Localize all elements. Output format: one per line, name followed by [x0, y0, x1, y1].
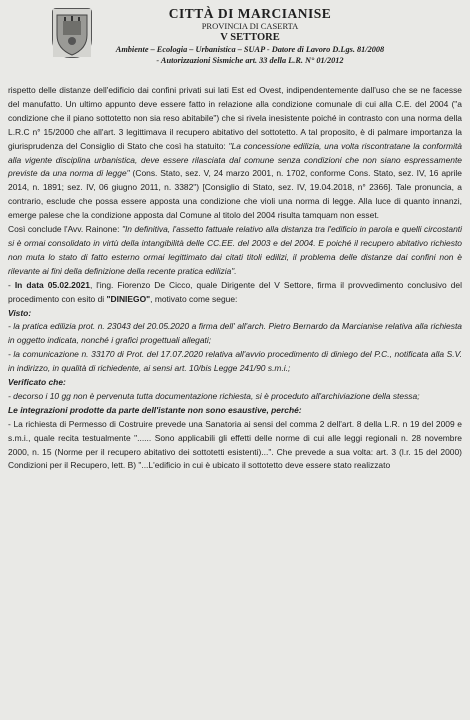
decision-outcome: "DINIEGO" [106, 293, 151, 304]
sector-name: V SETTORE [220, 32, 280, 43]
paragraph-text: rispetto delle distanze dell'edificio dai confini privati sui lati Est ed Ovest, indipendentemente dall'uso che se ne facesse del manufatto. Un ultimo appunto deve essere fatto in relazione alla condizione comunale di cui alla C.E. del 2004 ("a condizione che il piano sottotetto non sia reso abitabile") che si rivela inesistente poiché in contrasto con una norma della L.R.C n° 15/2000 che all'art. 3 legittimava il recupero abitativo del sottotetto. A tal proposito, è di palmare importanza la giurisprudenza del Consiglio di Stato che così ha statuito: [8, 85, 462, 151]
paragraph-text: , motivato come segue: [150, 293, 238, 304]
paragraph-text: , l'ing. Fiorenzo De Cicco, quale Dirigente del V Settore, firma il provvedimento conclusivo del procedimento con esito di [8, 279, 462, 304]
municipal-crest-icon [52, 8, 92, 58]
visto-item: - la pratica edilizia prot. n. 23043 del 20.05.2020 a firma dell' all'arch. Pietro Bernardo da Marcianise relativa alla richiesta in oggetto indicata, nonché i grafici progettuali allegati; [8, 321, 462, 346]
visto-item: - la comunicazione n. 33170 di Prot. del 17.07.2020 relativa all'avvio procedimento di diniego del P.C., notificata alla S.V. in indirizzo, in qualità di richiedente, ai sensi art. 10/bis Legge 241/90 s.m.i.; [8, 349, 462, 374]
integrazioni-item: - La richiesta di Permesso di Costruire prevede una Sanatoria ai sensi del comma 2 dell'art. 8 della L.R. n 19 del 2009 e s.m.i., quale recita testualmente "...... Sono applicabili gli effetti delle norme di cui alle leggi regionali n. 28 novembre 2000, n. 15 (Norme per il recupero abitativo dei sottotetti esistenti)...". Che prevede a sua volta: art. 3 (l.r. 15 del 2000) Condizioni per il Recupero, lett. B) "...L'edificio in cui è ubicato il sottotetto deve essere stato realizzato [8, 418, 462, 471]
section-heading-visto: Visto: [8, 307, 32, 318]
sector-description-line2: - Autorizzazioni Sismiche art. 33 della L.R. N° 01/2012 [156, 56, 344, 65]
paragraph-text: Così conclude l'Avv. Rainone: [8, 224, 122, 235]
bullet-prefix: - [8, 279, 15, 290]
paragraph-text: (Cons. Stato, sez. V, 24 marzo 2001, n. 1702, conforme Cons. Stato, sez. IV, 16 aprile 2014, n. 1891; sez. IV, 06 giugno 2011, n. 3382") [Consiglio di Stato, sez. IV, 19.04.2018, n° 2366]. Tale pronuncia, a contrario, esclude che possa essere apposta una condizione che violi una norma di legge. Alla luce di quanto innanzi, emerge palese che la condizione apposta dal Comune al titolo del 2004 risulta tamquam non esset. [8, 168, 462, 221]
document-body [8, 84, 462, 473]
sector-description-line1: Ambiente – Ecologia – Urbanistica – SUAP - Datore di Lavoro D.Lgs. 81/2008 [115, 45, 385, 54]
paragraph-distances [8, 84, 462, 223]
decision-date: In data 05.02.2021 [14, 279, 90, 290]
province-name: PROVINCIA DI CASERTA [201, 21, 299, 31]
paragraph-decision [8, 279, 462, 307]
letterhead [8, 6, 462, 84]
section-heading-verificato: Verificato che: [8, 377, 66, 388]
quoted-ruling: "La concessione edilizia, una volta riscontratane la conformità alla vigente disciplina urbanistica, deve essere rilasciata dal comune senza condizioni che non siano espressamente previste da una norma di legge" [8, 140, 462, 179]
verificato-item: - decorso i 10 gg non è pervenuta tutta documentazione richiesta, si è proceduto all'archiviazione della stessa; [8, 390, 420, 401]
paragraph-conclusion [8, 223, 462, 279]
city-name: CITTÀ DI MARCIANISE [168, 6, 332, 21]
quoted-conclusion: "In definitiva, l'assetto fattuale relativo alla distanza tra l'edificio in parola e quelli circostanti si è ormai consolidato in virtù della intangibilità delle CC.EE. del 2003 e del 2004. E poiché il recupero abitativo richiesto non muta lo stato di fatto esterno ormai legittimato dai citati titoli edilizi, il problema delle distanze dai confini non è rilevante ai fini della definizione della recente pratica edilizia". [8, 224, 463, 276]
section-heading-integrazioni: Le integrazioni prodotte da parte dell'istante non sono esaustive, perché: [8, 404, 302, 415]
